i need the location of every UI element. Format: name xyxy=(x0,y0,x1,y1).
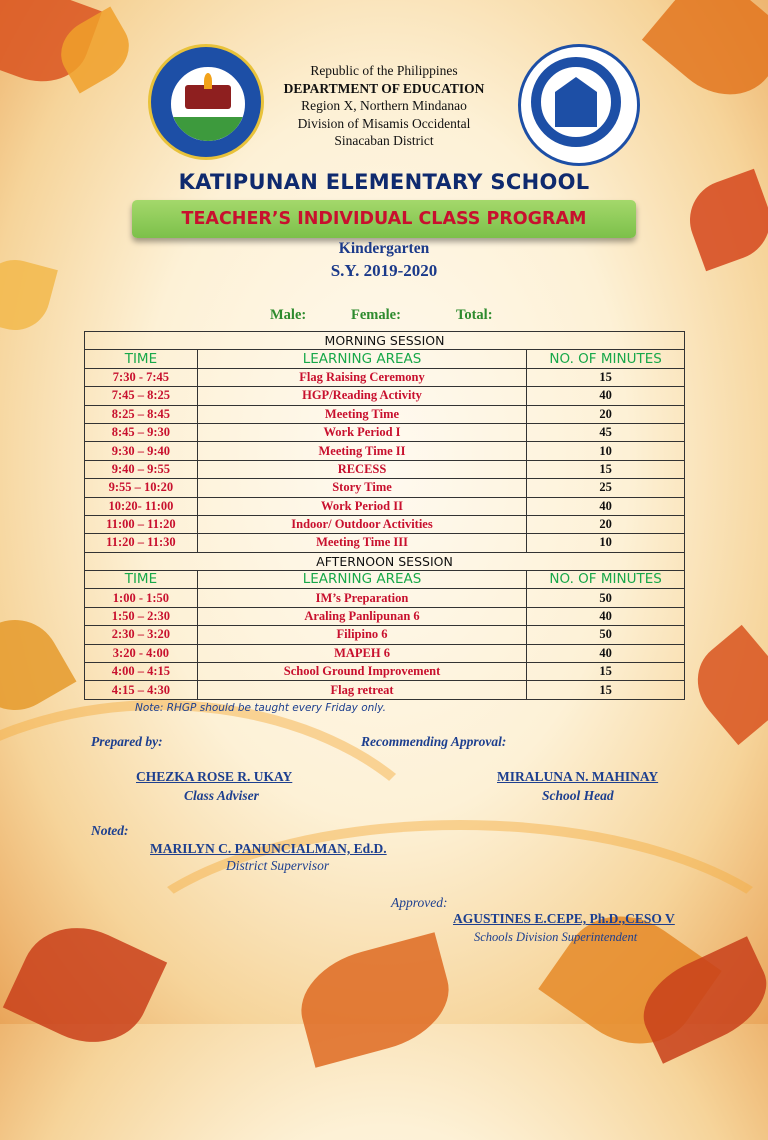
supervisor-name: MARILYN C. PANUNCIALMAN, Ed.D. xyxy=(150,841,387,856)
sds-name: AGUSTINES E.CEPE, Ph.D.,CESO V xyxy=(453,911,675,926)
time-cell: 11:00 – 11:20 xyxy=(85,515,198,533)
time-cell: 9:40 – 9:55 xyxy=(85,460,198,478)
sds-role: Schools Division Superintendent xyxy=(474,930,638,944)
letterhead xyxy=(0,62,768,150)
learning-area-cell: Meeting Time xyxy=(197,405,526,423)
table-row xyxy=(85,405,685,423)
learning-area-cell: School Ground Improvement xyxy=(197,663,526,681)
minutes-cell: 20 xyxy=(527,515,685,533)
noted-label: Noted: xyxy=(91,823,129,838)
table-row xyxy=(85,607,685,625)
table-row xyxy=(85,423,685,441)
leaf-decoration xyxy=(0,604,76,727)
column-header-areas: LEARNING AREAS xyxy=(197,350,526,368)
minutes-cell: 40 xyxy=(527,497,685,515)
minutes-cell: 25 xyxy=(527,479,685,497)
table-row xyxy=(85,368,685,386)
table-row xyxy=(85,626,685,644)
time-cell: 1:50 – 2:30 xyxy=(85,607,198,625)
district-line: Sinacaban District xyxy=(334,133,434,148)
learning-area-cell: MAPEH 6 xyxy=(197,644,526,662)
time-cell: 1:00 - 1:50 xyxy=(85,589,198,607)
minutes-cell: 40 xyxy=(527,387,685,405)
table-row xyxy=(85,515,685,533)
school-name: KATIPUNAN ELEMENTARY SCHOOL xyxy=(178,170,590,194)
time-cell: 11:20 – 11:30 xyxy=(85,534,198,552)
time-cell: 7:45 – 8:25 xyxy=(85,387,198,405)
time-cell: 7:30 - 7:45 xyxy=(85,368,198,386)
column-header-time: TIME xyxy=(85,571,198,589)
column-header-areas: LEARNING AREAS xyxy=(197,571,526,589)
table-row xyxy=(85,387,685,405)
program-title-banner: TEACHER’S INDIVIDUAL CLASS PROGRAM xyxy=(132,200,636,238)
learning-area-cell: Meeting Time III xyxy=(197,534,526,552)
minutes-cell: 15 xyxy=(527,460,685,478)
learning-area-cell: Araling Panlipunan 6 xyxy=(197,607,526,625)
column-header-row xyxy=(85,350,685,368)
table-row xyxy=(85,681,685,699)
minutes-cell: 15 xyxy=(527,681,685,699)
leaf-decoration xyxy=(680,625,768,745)
time-cell: 9:30 – 9:40 xyxy=(85,442,198,460)
column-header-minutes: NO. OF MINUTES xyxy=(527,571,685,589)
male-label: Male: xyxy=(270,307,307,323)
class-program-table xyxy=(84,331,685,700)
minutes-cell: 10 xyxy=(527,534,685,552)
session-row xyxy=(85,552,685,570)
time-cell: 3:20 - 4:00 xyxy=(85,644,198,662)
time-cell: 4:15 – 4:30 xyxy=(85,681,198,699)
column-header-minutes: NO. OF MINUTES xyxy=(527,350,685,368)
time-cell: 2:30 – 3:20 xyxy=(85,626,198,644)
table-row xyxy=(85,460,685,478)
prepared-label: Prepared by: xyxy=(91,734,163,749)
minutes-cell: 40 xyxy=(527,607,685,625)
learning-area-cell: Filipino 6 xyxy=(197,626,526,644)
learning-area-cell: HGP/Reading Activity xyxy=(197,387,526,405)
minutes-cell: 15 xyxy=(527,663,685,681)
republic-line: Republic of the Philippines xyxy=(310,63,458,78)
learning-area-cell: RECESS xyxy=(197,460,526,478)
adviser-role: Class Adviser xyxy=(184,788,259,803)
supervisor-role: District Supervisor xyxy=(226,858,330,873)
minutes-cell: 50 xyxy=(527,626,685,644)
table-row xyxy=(85,644,685,662)
session-row xyxy=(85,332,685,350)
table-row xyxy=(85,589,685,607)
note: Note: RHGP should be taught every Friday only. xyxy=(135,702,386,714)
head-name: MIRALUNA N. MAHINAY xyxy=(497,769,659,784)
recommending-label: Recommending Approval: xyxy=(361,734,507,749)
learning-area-cell: Work Period II xyxy=(197,497,526,515)
learning-area-cell: Story Time xyxy=(197,479,526,497)
column-header-row xyxy=(85,571,685,589)
adviser-name: CHEZKA ROSE R. UKAY xyxy=(136,769,293,784)
region-line: Region X, Northern Mindanao xyxy=(301,98,467,113)
learning-area-cell: Indoor/ Outdoor Activities xyxy=(197,515,526,533)
minutes-cell: 45 xyxy=(527,423,685,441)
learning-area-cell: IM’s Preparation xyxy=(197,589,526,607)
time-cell: 10:20- 11:00 xyxy=(85,497,198,515)
session-title: AFTERNOON SESSION xyxy=(85,552,685,570)
learning-area-cell: Work Period I xyxy=(197,423,526,441)
grade-level: Kindergarten xyxy=(338,240,430,257)
female-label: Female: xyxy=(351,307,401,323)
learning-area-cell: Flag Raising Ceremony xyxy=(197,368,526,386)
minutes-cell: 40 xyxy=(527,644,685,662)
minutes-cell: 20 xyxy=(527,405,685,423)
time-cell: 8:25 – 8:45 xyxy=(85,405,198,423)
minutes-cell: 15 xyxy=(527,368,685,386)
time-cell: 8:45 – 9:30 xyxy=(85,423,198,441)
approved-label: Approved: xyxy=(391,895,448,910)
time-cell: 9:55 – 10:20 xyxy=(85,479,198,497)
total-label: Total: xyxy=(456,307,493,323)
learning-area-cell: Flag retreat xyxy=(197,681,526,699)
division-line: Division of Misamis Occidental xyxy=(297,115,471,131)
department-line: DEPARTMENT OF EDUCATION xyxy=(283,80,485,96)
school-year: S.Y. 2019-2020 xyxy=(330,261,438,280)
table-row xyxy=(85,663,685,681)
table-row xyxy=(85,534,685,552)
head-role: School Head xyxy=(542,788,614,803)
column-header-time: TIME xyxy=(85,350,198,368)
table-row xyxy=(85,479,685,497)
time-cell: 4:00 – 4:15 xyxy=(85,663,198,681)
table-row xyxy=(85,497,685,515)
minutes-cell: 50 xyxy=(527,589,685,607)
minutes-cell: 10 xyxy=(527,442,685,460)
learning-area-cell: Meeting Time II xyxy=(197,442,526,460)
table-row xyxy=(85,442,685,460)
session-title: MORNING SESSION xyxy=(85,332,685,350)
